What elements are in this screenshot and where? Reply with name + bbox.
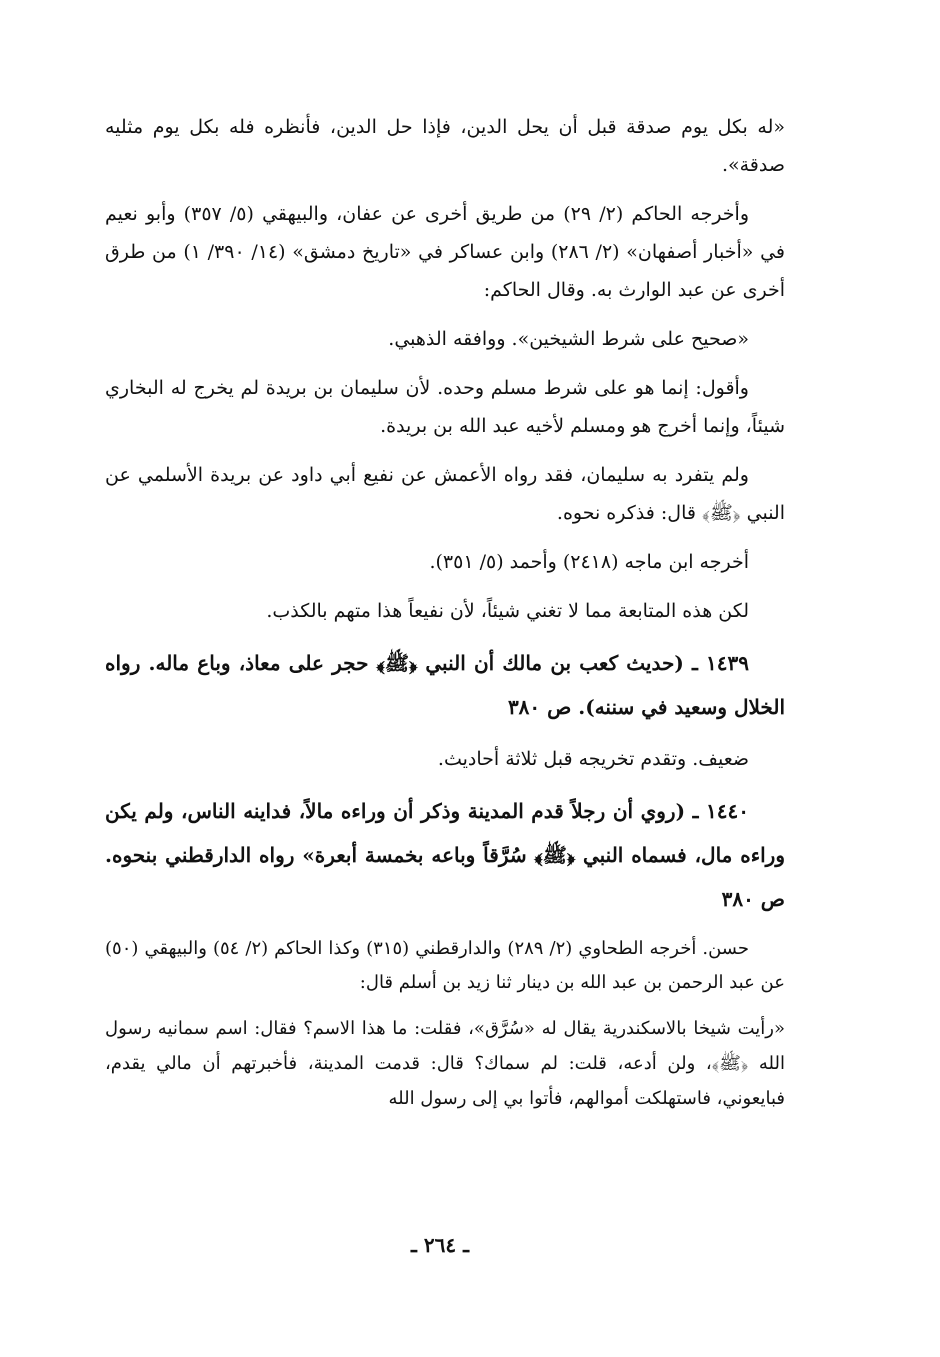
paragraph-surraq-narration: «رأيت شيخا بالاسكندرية يقال له «سُرَّق»، فقلت: ما هذا الاسم؟ فقال: اسم سمانيه رسول الله ﴿ﷺ﴾، ولن أدعه، قلت: لم سماك؟ قال: قدمت المدينة، فأخبرتهم أن مالي يقدم، فبايعوني، فاستهلكت أموالهم، فأتوا بي إلى رسول الله — [105, 1018, 785, 1109]
paragraph-hadith-quote: «له بكل يوم صدقة قبل أن يحل الدين، فإذا حل الدين، فأنظره فله بكل يوم مثليه صدقة». — [105, 116, 785, 176]
paragraph-hakim-verdict: «صحيح على شرط الشيخين». ووافقه الذهبي. — [388, 328, 749, 350]
page-body — [105, 108, 785, 1127]
hadith-1440: ١٤٤٠ ـ (روي أن رجلاً قدم المدينة وذكر أن وراءه مالاً، فداينه الناس، ولم يكن وراءه مال، فسماه النبي ﴿ﷺ﴾ سُرَّقاً وباعه بخمسة أبعرة» رواه الدارقطني بنحوه. ص ٣٨٠ — [105, 799, 786, 911]
paragraph-ibn-majah: أخرجه ابن ماجه (٢٤١٨) وأحمد (٥/ ٣٥١). — [429, 551, 749, 573]
paragraph-takhrij-hakim: وأخرجه الحاكم (٢/ ٢٩) من طريق أخرى عن عفان، والبيهقي (٥/ ٣٥٧) وأبو نعيم في «أخبار أصفهان» (٢/ ٢٨٦) وابن عساكر في «تاريخ دمشق» (١٤/ ٣٩٠/ ١) من طرق أخرى عن عبد الوارث به. وقال الحاكم: — [105, 203, 785, 301]
paragraph-1440-grading: حسن. أخرجه الطحاوي (٢/ ٢٨٩) والدارقطني (٣١٥) وكذا الحاكم (٢/ ٥٤) والبيهقي (٥٠) عن عبد الرحمن بن عبد الله بن دينار ثنا زيد بن أسلم قال: — [105, 938, 785, 993]
page-number: ـ ٢٦٤ ـ — [411, 1233, 469, 1257]
paragraph-amash-narration: ولم يتفرد به سليمان، فقد رواه الأعمش عن نفيع أبي داود عن بريدة الأسلمي عن النبي ﴿ﷺ﴾ قال: فذكره نحوه. — [105, 464, 785, 524]
paragraph-mutabaa-weak: لكن هذه المتابعة مما لا تغني شيئاً، لأن نفيعاً هذا متهم بالكذب. — [266, 600, 749, 622]
hadith-1439: ١٤٣٩ ـ (حديث كعب بن مالك أن النبي ﴿ﷺ﴾ حجر على معاذ، وباع ماله. رواه الخلال وسعيد في سننه). ص ٣٨٠ — [105, 651, 785, 719]
paragraph-author-comment: وأقول: إنما هو على شرط مسلم وحده. لأن سليمان بن بريدة لم يخرج له البخاري شيئاً، وإنما أخرج هو ومسلم لأخيه عبد الله بن بريدة. — [105, 377, 785, 437]
paragraph-1439-grading: ضعيف. وتقدم تخريجه قبل ثلاثة أحاديث. — [437, 748, 749, 770]
